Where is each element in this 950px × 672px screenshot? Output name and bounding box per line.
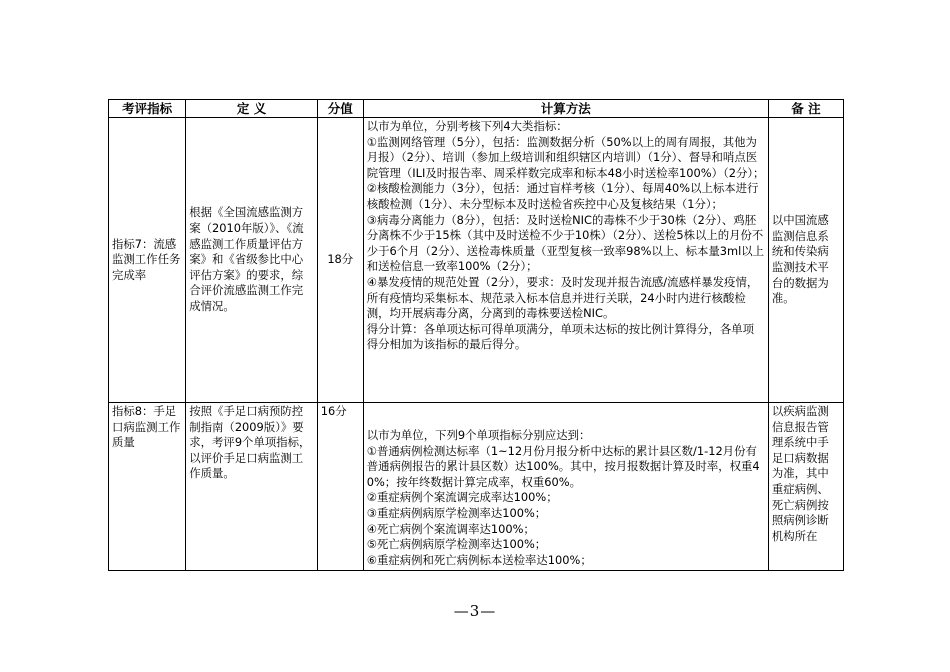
method-line: 得分计算：各单项达标可得单项满分，单项未达标的按比例计算得分，各单项得分相加为该指标的最后得分。 bbox=[366, 321, 755, 352]
note-cell: 以疾病监测信息报告管理系统中手足口病数据为准，其中重症病例、死亡病例按照病例诊断机构所在 bbox=[768, 403, 843, 571]
method-line: ②重症病例个案流调完成率达100%； bbox=[366, 490, 558, 505]
method-line: ④死亡病例个案流调率达100%； bbox=[366, 521, 535, 536]
method-line: 以市为单位，分别考核下列4大类指标： bbox=[366, 119, 568, 133]
method-line: 以市为单位，下列9个单项指标分别应达到： bbox=[366, 428, 591, 442]
score-cell: 16分 bbox=[317, 403, 363, 571]
table-header-row bbox=[109, 100, 844, 118]
note-cell: 以中国流感监测信息系统和传染病监测技术平台的数据为准。 bbox=[768, 118, 843, 403]
method-line: ①普通病例检测达标率（1~12月份月报分析中达标的累计县区数/1-12月份有普通病例报告的累计县区数）达100%。其中，按月报数据计算及时率，权重40%；按年终数据计算完成率，权重60%。 bbox=[366, 443, 760, 489]
assessment-table bbox=[108, 99, 844, 571]
score-cell: 18分 bbox=[317, 118, 363, 403]
method-line: ③重症病例病原学检测率达100%； bbox=[366, 505, 547, 520]
method-line: ①监测网络管理（5分），包括：监测数据分析（50%以上的周有周报，其他为月报）（2分）、培训（参加上级培训和组织辖区内培训）（1分）、督导和哨点医院管理（ILI及时报告率、周采样数完成率和标本48小时送检率100%）（2分）； bbox=[366, 134, 765, 180]
method-cell bbox=[363, 403, 768, 571]
header-indicator: 考评指标 bbox=[109, 100, 186, 118]
method-line: ⑤死亡病例病原学检测率达100%； bbox=[366, 537, 547, 552]
table-row bbox=[109, 118, 844, 403]
page-number: —3— bbox=[453, 602, 497, 620]
table-row bbox=[109, 403, 844, 571]
definition-cell: 根据《全国流感监测方案（2010年版）》、《流感监测工作质量评估方案》和《省级参比中心评估方案》的要求，综合评价流感监测工作完成情况。 bbox=[186, 118, 318, 403]
header-note: 备 注 bbox=[768, 100, 843, 118]
method-line: ④暴发疫情的规范处置（2分），要求：及时发现并报告流感/流感样暴发疫情，所有疫情均采集标本、规范录入标本信息并进行关联，24小时内进行核酸检测，均开展病毒分离，分离到的毒株要送检NIC。 bbox=[366, 274, 759, 321]
indicator-cell: 指标7：流感监测工作任务完成率 bbox=[109, 118, 186, 403]
method-line: ③病毒分离能力（8分），包括：及时送检NIC的毒株不少于30株（2分）、鸡胚分离株不少于15株（其中及时送检不少于10株）（2分）、送检5株以上的月份不少于6个月（2分）、送检毒株质量（亚型复核一致率98%以上、标本量3ml以上和送检信息一致率100%（2分）； bbox=[366, 212, 765, 274]
method-cell bbox=[363, 118, 768, 403]
header-score: 分值 bbox=[317, 100, 363, 118]
header-definition: 定 义 bbox=[186, 100, 318, 118]
method-line: ②核酸检测能力（3分），包括：通过盲样考核（1分）、每周40%以上标本进行核酸检测（1分）、未分型标本及时送检省疾控中心及复核结果（1分）； bbox=[366, 181, 759, 211]
definition-cell: 按照《手足口病预防控制指南（2009版）》要求，考评9个单项指标，以评价手足口病监测工作质量。 bbox=[186, 403, 318, 571]
header-method: 计算方法 bbox=[363, 100, 768, 118]
indicator-cell: 指标8：手足口病监测工作质量 bbox=[109, 403, 186, 571]
method-line: ⑥重症病例和死亡病例标本送检率达100%； bbox=[366, 552, 592, 567]
